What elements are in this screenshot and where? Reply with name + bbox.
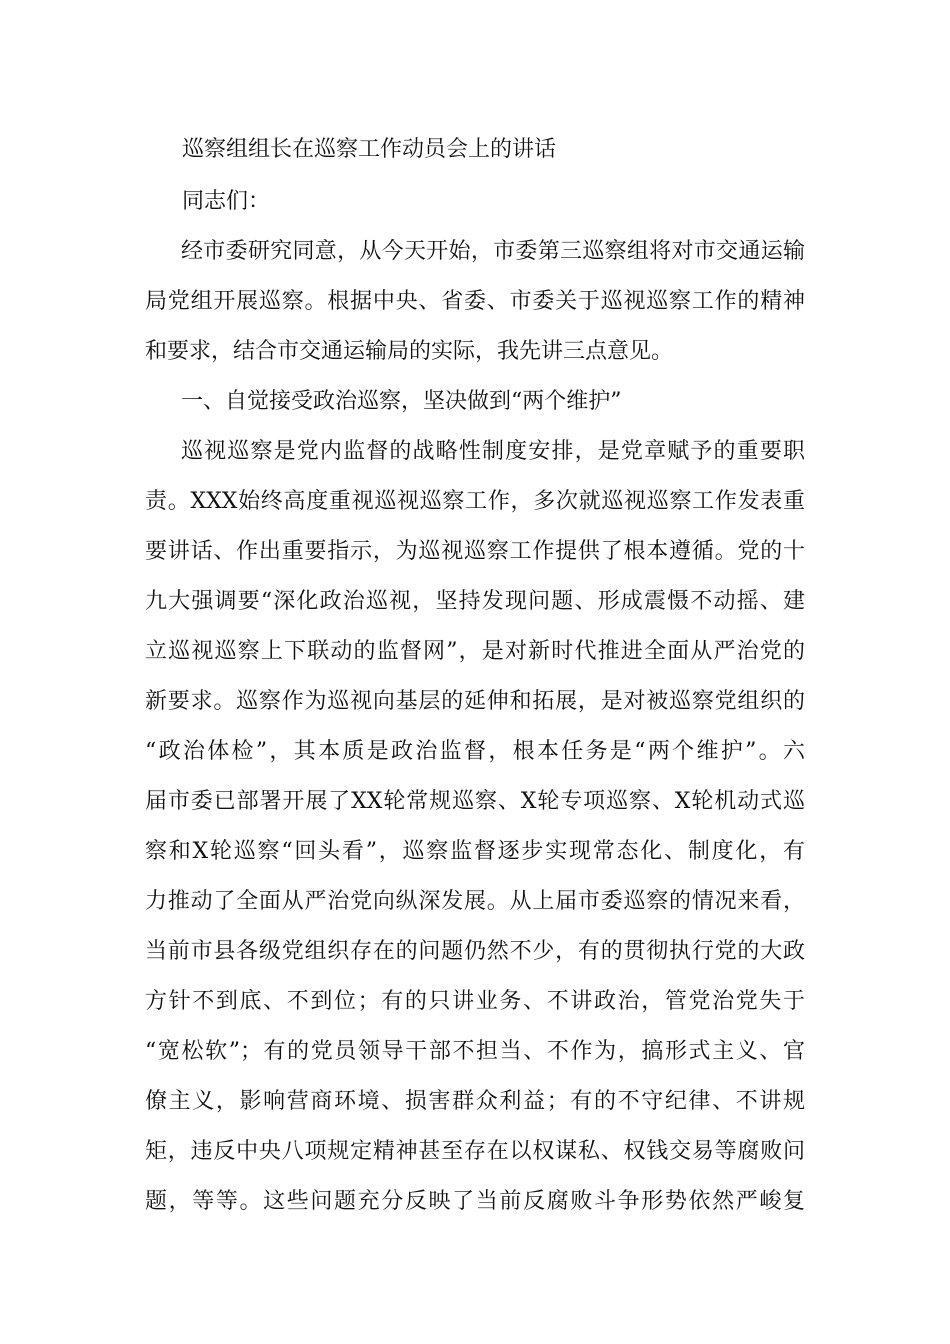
text-line: 责。XXX始终高度重视巡视巡察工作，多次就巡视巡察工作发表重: [145, 489, 805, 514]
text-line: 巡视巡察是党内监督的战略性制度安排，是党章赋予的重要职: [181, 439, 805, 464]
document-title: 巡察组组长在巡察工作动员会上的讲话: [182, 137, 557, 162]
text-line: 立巡视巡察上下联动的监督网”，是对新时代推进全面从严治党的: [145, 639, 805, 664]
text-line: 届市委已部署开展了XX轮常规巡察、X轮专项巡察、X轮机动式巡: [145, 789, 805, 814]
text-line: 要讲话、作出重要指示，为巡视巡察工作提供了根本遵循。党的十: [145, 539, 805, 564]
text-line: 经市委研究同意，从今天开始，市委第三巡察组将对市交通运输: [181, 239, 805, 264]
text-line: “宽松软”；有的党员领导干部不担当、不作为，搞形式主义、官: [145, 1039, 805, 1064]
text-line: 九大强调要“深化政治巡视，坚持发现问题、形成震慑不动摇、建: [145, 589, 805, 614]
text-line: 局党组开展巡察。根据中央、省委、市委关于巡视巡察工作的精神: [145, 289, 805, 314]
salutation: 同志们：: [182, 189, 271, 214]
text-line: 一、自觉接受政治巡察，坚决做到“两个维护”: [181, 389, 622, 414]
text-line: 力推动了全面从严治党向纵深发展。从上届市委巡察的情况来看，: [145, 889, 805, 914]
text-line: 矩，违反中央八项规定精神甚至存在以权谋私、权钱交易等腐败问: [145, 1139, 805, 1164]
text-line: 僚主义，影响营商环境、损害群众利益；有的不守纪律、不讲规: [145, 1089, 805, 1114]
body-text: [145, 233, 805, 1233]
text-line: “政治体检”，其本质是政治监督，根本任务是“两个维护”。六: [145, 739, 805, 764]
text-line: 方针不到底、不到位；有的只讲业务、不讲政治，管党治党失于: [145, 989, 805, 1014]
text-line: 和要求，结合市交通运输局的实际，我先讲三点意见。: [145, 339, 674, 364]
text-line: 题，等等。这些问题充分反映了当前反腐败斗争形势依然严峻复: [145, 1189, 805, 1214]
text-line: 当前市县各级党组织存在的问题仍然不少，有的贯彻执行党的大政: [145, 939, 805, 964]
text-line: 察和X轮巡察“回头看”，巡察监督逐步实现常态化、制度化，有: [145, 839, 805, 864]
text-line: 新要求。巡察作为巡视向基层的延伸和拓展，是对被巡察党组织的: [145, 689, 805, 714]
